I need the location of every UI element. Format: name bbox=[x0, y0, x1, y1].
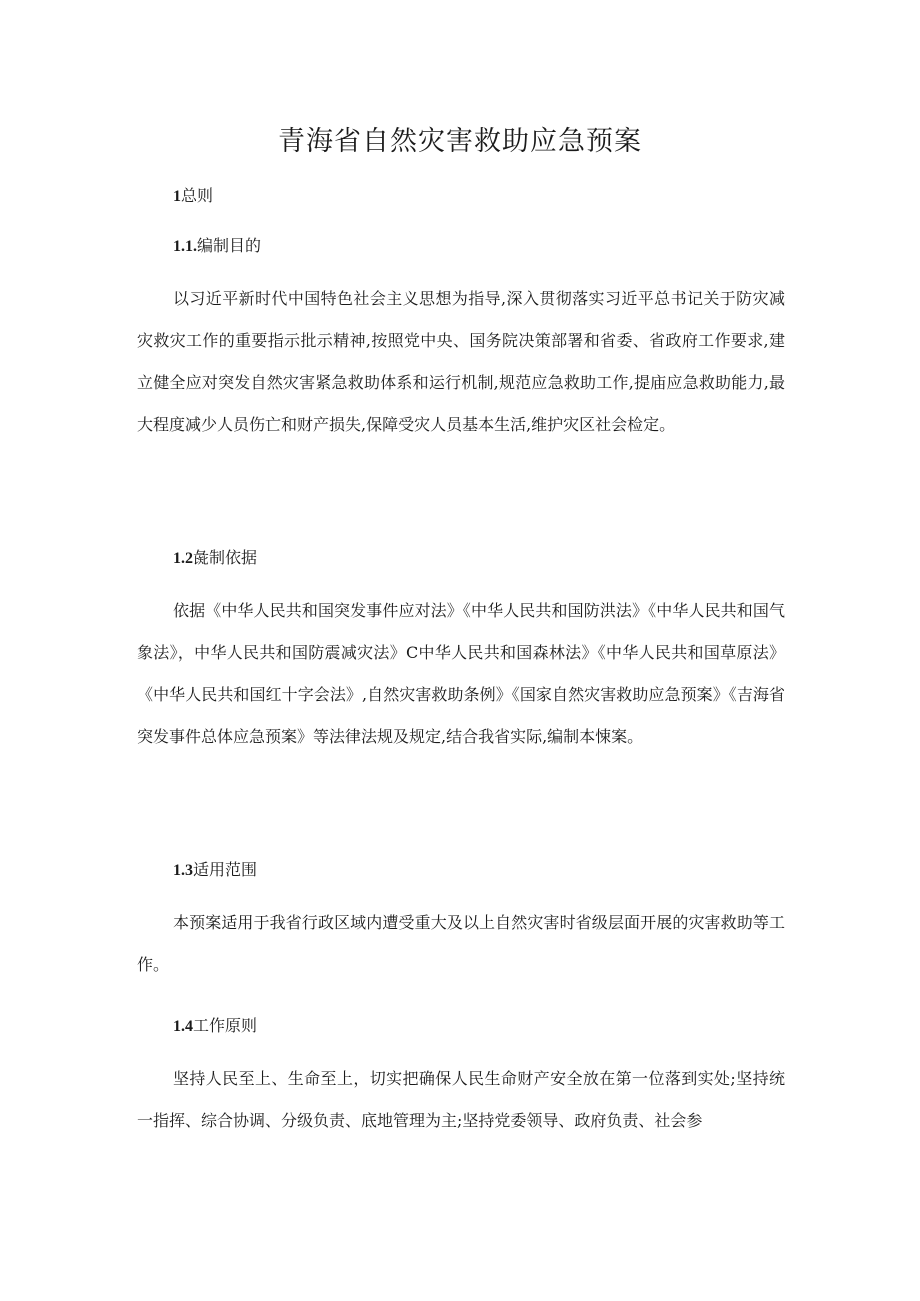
section-number: 1.4 bbox=[173, 1018, 193, 1035]
section-number: 1.2 bbox=[173, 550, 193, 567]
section-title: 总则 bbox=[181, 186, 214, 205]
section-number: 1.1. bbox=[173, 238, 197, 255]
section-title: 适用范围 bbox=[193, 860, 258, 879]
document-title: 青海省自然灾害救助应急预案 bbox=[278, 126, 642, 157]
section-title: 工作原则 bbox=[193, 1016, 258, 1035]
paragraph-principles: 坚持人民至上、生命至上，切实把确保人民生命财产安全放在第一位落到实处;坚持统一指挥、综合协调、分级负责、底地管理为主;坚持党委领导、政府负责、社会参 bbox=[137, 1069, 785, 1130]
section-number: 1 bbox=[173, 188, 181, 205]
section-title: 编制目的 bbox=[197, 236, 262, 255]
section-title: 彘制依据 bbox=[193, 548, 258, 567]
paragraph-purpose: 以习近平新时代中国特色社会主义思想为指导,深入贯彻落实习近平总书记关于防灾减灾救灾工作的重要指示批示精神,按照党中央、国务院决策部署和省委、省政府工作要求,建立健全应对突发自然灾害紧急救助体系和运行机制,规范应急救助工作,提庙应急救助能力,最大程度减少人员伤亡和财产损失,保障受灾人员基本生活,维护灾区社会检定。 bbox=[137, 289, 785, 434]
section-heading-basis bbox=[173, 546, 257, 571]
section-heading-scope bbox=[173, 858, 257, 883]
section-number: 1.3 bbox=[173, 862, 193, 879]
section-heading-purpose bbox=[173, 234, 261, 259]
paragraph-basis: 依据《中华人民共和国突发事件应对法》《中华人民共和国防洪法》《中华人民共和国气象法》，中华人民共和国防震减灾法》C中华人民共和国森林法》《中华人民共和国草原法》《中华人民共和国红十字会法》,自然灾害救助条例》《国家自然灾害救助应急预案》《吉海省突发事件总体应急预案》等法律法规及规定,结合我省实际,编制本悚案。 bbox=[137, 601, 785, 746]
section-heading-general bbox=[173, 184, 213, 209]
section-heading-principles bbox=[173, 1014, 257, 1039]
paragraph-scope: 本预案适用于我省行政区域内遭受重大及以上自然灾害时省级层面开展的灾害救助等工作。 bbox=[137, 913, 785, 974]
